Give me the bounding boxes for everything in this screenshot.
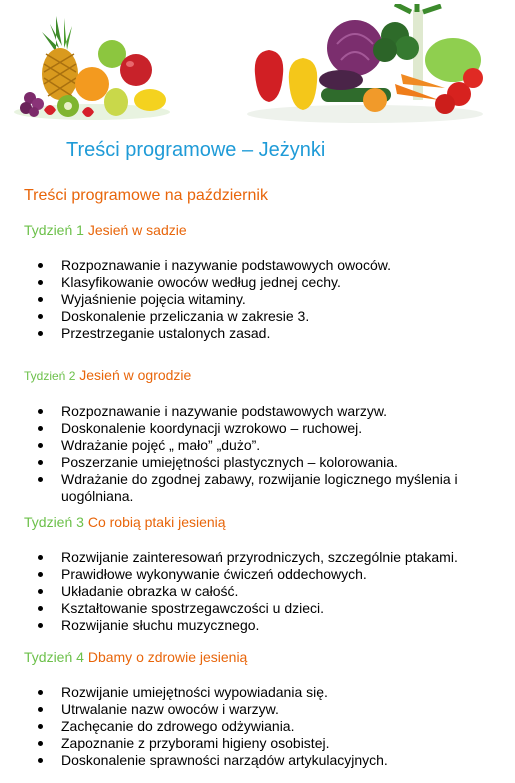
list-item: Klasyfikowanie owoców według jednej cechy. bbox=[24, 274, 494, 291]
week-1-section bbox=[24, 222, 494, 342]
week-heading bbox=[24, 649, 494, 666]
list-item: Rozpoznawanie i nazywanie podstawowych owoców. bbox=[24, 257, 494, 274]
month-heading: Treści programowe na październik bbox=[24, 187, 268, 204]
week-topic: Co robią ptaki jesienią bbox=[87, 514, 226, 530]
week-3-section bbox=[24, 514, 494, 634]
week-items bbox=[24, 257, 494, 342]
week-topic: Jesień w sadzie bbox=[87, 222, 187, 238]
week-topic: Dbamy o zdrowie jesienią bbox=[87, 649, 248, 665]
week-heading bbox=[24, 366, 494, 385]
week-label: Tydzień 1 bbox=[24, 222, 84, 238]
week-topic: Jesień w ogrodzie bbox=[79, 367, 192, 383]
week-heading bbox=[24, 514, 494, 531]
list-item: Rozwijanie zainteresowań przyrodniczych, szczególnie ptakami. bbox=[24, 549, 494, 566]
list-item: Rozpoznawanie i nazywanie podstawowych warzyw. bbox=[24, 403, 494, 420]
list-item: Rozwijanie umiejętności wypowiadania się. bbox=[24, 684, 494, 701]
week-heading bbox=[24, 222, 494, 239]
list-item: Doskonalenie przeliczania w zakresie 3. bbox=[24, 308, 494, 325]
list-item: Prawidłowe wykonywanie ćwiczeń oddechowych. bbox=[24, 566, 494, 583]
list-item: Układanie obrazka w całość. bbox=[24, 583, 494, 600]
list-item: Doskonalenie sprawności narządów artykulacyjnych. bbox=[24, 752, 494, 769]
list-item: Przestrzeganie ustalonych zasad. bbox=[24, 325, 494, 342]
list-item: Doskonalenie koordynacji wzrokowo – ruchowej. bbox=[24, 420, 494, 437]
week-label: Tydzień 2 bbox=[24, 369, 76, 383]
list-item: Zachęcanie do zdrowego odżywiania. bbox=[24, 718, 494, 735]
list-item: Kształtowanie spostrzegawczości u dzieci. bbox=[24, 600, 494, 617]
list-item: Wdrażanie do zgodnej zabawy, rozwijanie logicznego myślenia i uogólniana. bbox=[24, 471, 494, 505]
week-label: Tydzień 4 bbox=[24, 649, 84, 665]
week-items bbox=[24, 403, 494, 505]
document-title: Treści programowe – Jeżynki bbox=[66, 139, 326, 161]
list-item: Zapoznanie z przyborami higieny osobistej. bbox=[24, 735, 494, 752]
week-items bbox=[24, 684, 494, 769]
fruit-illustration bbox=[12, 12, 172, 124]
vegetables-illustration bbox=[245, 4, 485, 124]
week-4-section bbox=[24, 649, 494, 769]
week-label: Tydzień 3 bbox=[24, 514, 84, 530]
list-item: Poszerzanie umiejętności plastycznych – kolorowania. bbox=[24, 454, 494, 471]
week-items bbox=[24, 549, 494, 634]
list-item: Wdrażanie pojęć „ mało” „dużo”. bbox=[24, 437, 494, 454]
list-item: Utrwalanie nazw owoców i warzyw. bbox=[24, 701, 494, 718]
week-2-section bbox=[24, 366, 494, 505]
list-item: Wyjaśnienie pojęcia witaminy. bbox=[24, 291, 494, 308]
list-item: Rozwijanie słuchu muzycznego. bbox=[24, 617, 494, 634]
